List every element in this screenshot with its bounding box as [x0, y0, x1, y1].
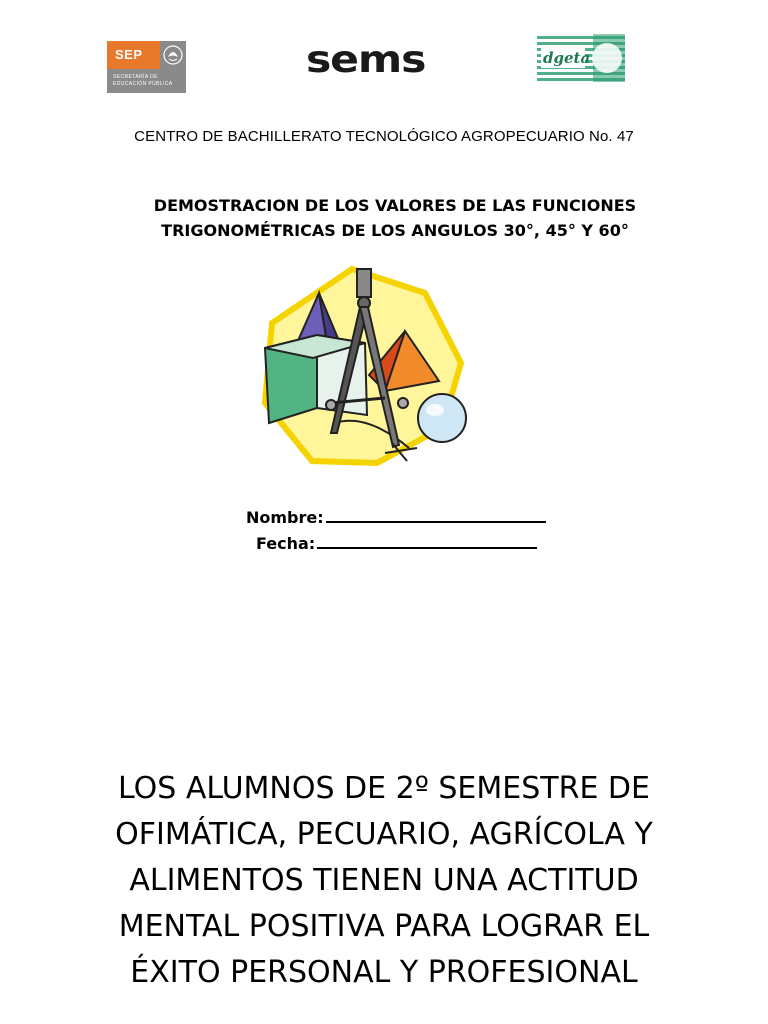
- sep-logo-brand: SEP: [115, 47, 143, 62]
- sep-logo: [107, 41, 186, 93]
- motto-text: LOS ALUMNOS DE 2º SEMESTRE DE OFIMÁTICA, PECUARIO, AGRÍCOLA Y ALIMENTOS TIENEN UNA ACTITUD MENTAL POSITIVA PARA LOGRAR EL ÉXITO PERSONAL Y PROFESIONAL: [115, 771, 653, 990]
- sems-logo: sems: [306, 38, 426, 81]
- sep-logo-caption: SECRETARÍA DE EDUCACIÓN PÚBLICA: [113, 74, 173, 87]
- document-title: DEMOSTRACION DE LOS VALORES DE LAS FUNCIONES TRIGONOMÉTRICAS DE LOS ANGULOS 30°, 45° Y 60°: [153, 196, 637, 240]
- date-field-line[interactable]: [317, 533, 537, 549]
- date-field-label: Fecha:: [256, 534, 316, 553]
- dgeta-logo-text: dgeta: [543, 49, 591, 67]
- school-name: CENTRO DE BACHILLERATO TECNOLÓGICO AGROPECUARIO No. 47: [134, 128, 634, 145]
- date-field[interactable]: [256, 533, 537, 553]
- mexican-seal-icon: [162, 43, 184, 67]
- name-field[interactable]: [246, 507, 546, 527]
- header-logos: [0, 0, 768, 100]
- geometry-clipart: [257, 263, 473, 468]
- name-field-line[interactable]: [326, 507, 546, 523]
- name-field-label: Nombre:: [246, 508, 324, 527]
- dgeta-logo: [535, 30, 630, 85]
